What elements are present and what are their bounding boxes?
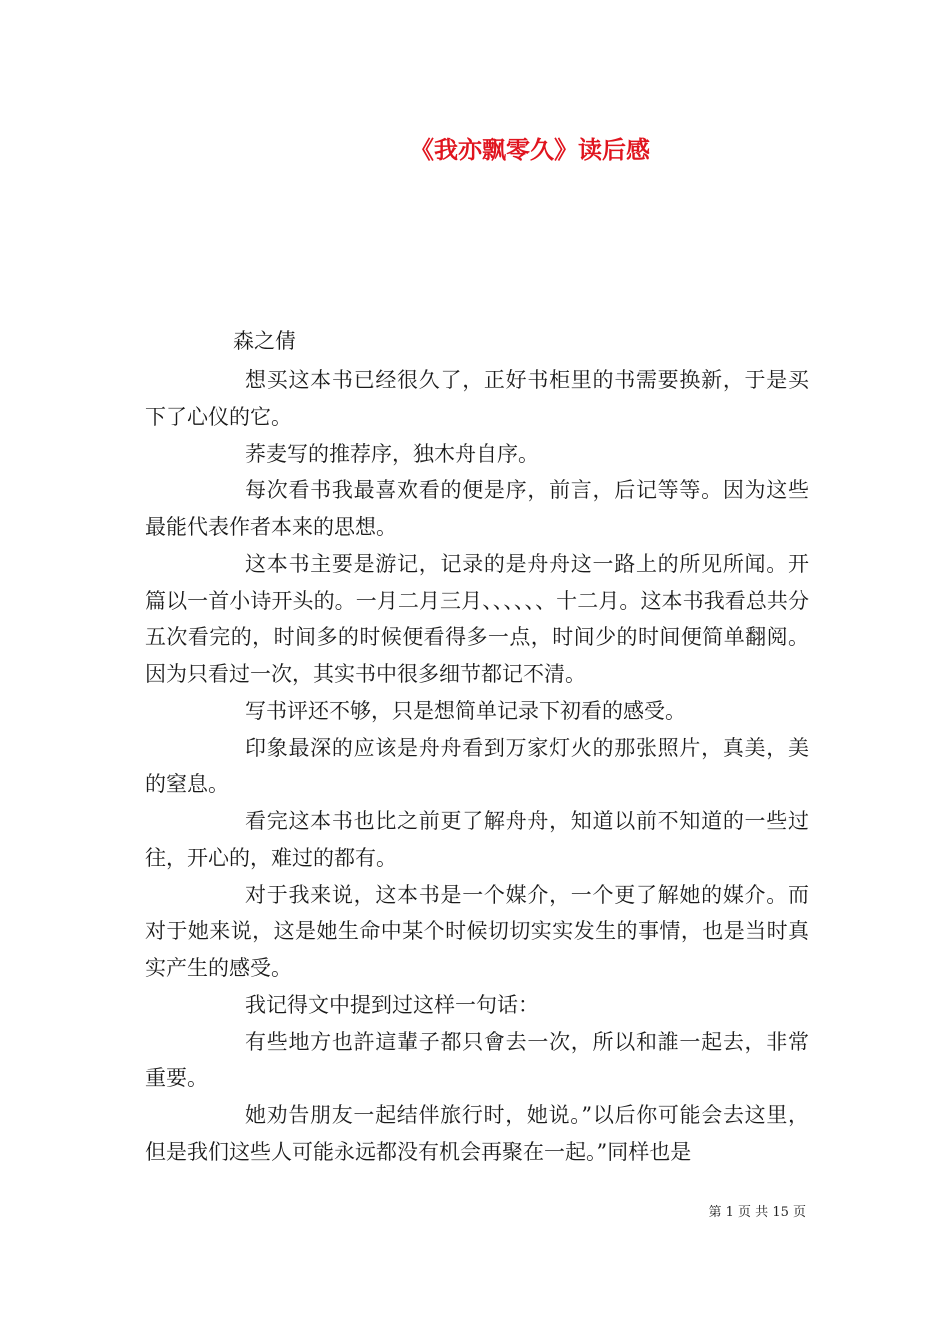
paragraph: 想买这本书已经很久了，正好书柜里的书需要换新，于是买下了心仪的它。 (145, 368, 809, 429)
paragraph: 我记得文中提到过这样一句话： (245, 992, 539, 1017)
paragraph: 看完这本书也比之前更了解舟舟，知道以前不知道的一些过往，开心的，难过的都有。 (145, 809, 809, 870)
page-title: 《我亦飘零久》读后感 (410, 135, 650, 164)
page-number-footer: 第 1 页 共 15 页 (708, 1205, 806, 1220)
paragraph: 每次看书我最喜欢看的便是序，前言，后记等等。因为这些最能代表作者本来的思想。 (145, 478, 809, 539)
paragraph: 这本书主要是游记，记录的是舟舟这一路上的所见所闻。开篇以一首小诗开头的。一月二月三月、、、、、、十二月。这本书我看总共分五次看完的，时间多的时候便看得多一点，时间少的时间便简单翻阅。因为只看过一次，其实书中很多细节都记不清。 (145, 551, 809, 686)
paragraph: 对于我来说，这本书是一个媒介，一个更了解她的媒介。而对于她来说，这是她生命中某个时候切切实实发生的事情，也是当时真实产生的感受。 (145, 882, 809, 980)
paragraph: 她劝告朋友一起结伴旅行时，她说。”以后你可能会去这里，但是我们这些人可能永远都没有机会再聚在一起。”同样也是 (145, 1103, 809, 1164)
paragraph: 有些地方也許這輩子都只會去一次，所以和誰一起去，非常重要。 (145, 1029, 809, 1091)
paragraph: 荞麦写的推荐序，独木舟自序。 (245, 441, 539, 466)
author-name: 森之倩 (233, 329, 296, 353)
paragraph: 写书评还不够，只是想简单记录下初看的感受。 (245, 698, 686, 723)
paragraph: 印象最深的应该是舟舟看到万家灯火的那张照片，真美，美的窒息。 (145, 735, 809, 797)
article-body (145, 362, 809, 1171)
